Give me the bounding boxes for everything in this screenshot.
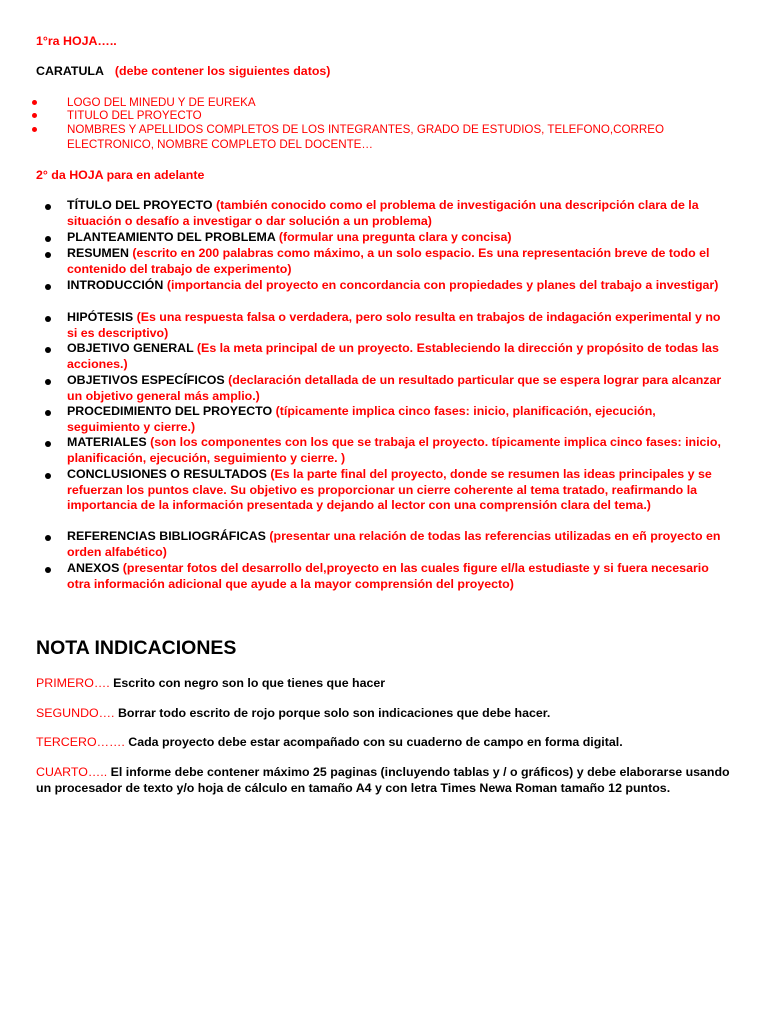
- bullet-icon: [45, 284, 51, 290]
- section-key: OBJETIVO GENERAL: [67, 341, 194, 355]
- section-desc: (Es una respuesta falsa o verdadera, pero solo resulta en trabajos de indagación experimental y no si es descriptivo): [67, 310, 721, 340]
- section-key: OBJETIVOS ESPECÍFICOS: [67, 373, 225, 387]
- nota-title: NOTA INDICACIONES: [36, 637, 237, 659]
- section-item: [67, 561, 732, 592]
- bullet-icon: [45, 252, 51, 258]
- bullet-icon: [45, 473, 51, 479]
- section-desc: (presentar fotos del desarrollo del,proyecto en las cuales figure el/la estudiaste y si fuera necesario otra información adicional que ayude a la mayor comprensión del proyecto): [67, 561, 709, 591]
- section-item: [67, 467, 732, 514]
- bullet-icon: [45, 410, 51, 416]
- section-desc: (declaración detallada de un resultado particular que se espera lograr para alcanzar un objetivo general más amplio.): [67, 373, 722, 403]
- section-desc: (típicamente implica cinco fases: inicio, planificación, ejecución, seguimiento y cierre.): [67, 404, 656, 434]
- second-sheet-heading: 2° da HOJA para en adelante: [36, 168, 205, 182]
- caratula-label: CARATULA: [36, 64, 104, 78]
- caratula-note: (debe contener los siguientes datos): [114, 64, 331, 78]
- section-desc: (son los componentes con los que se trabaja el proyecto. típicamente implica cinco fases: inicio, planificación, ejecución, seguimiento y cierre. ): [67, 435, 721, 465]
- section-item: [67, 230, 732, 246]
- caratula-heading: [36, 64, 330, 79]
- bullet-icon: [45, 347, 51, 353]
- indication-item: [36, 734, 736, 750]
- section-key: PLANTEAMIENTO DEL PROBLEMA: [67, 230, 276, 244]
- section-item: [67, 435, 732, 466]
- indication-item: [36, 675, 736, 691]
- bullet-icon: [45, 316, 51, 322]
- bullet-icon: [45, 567, 51, 573]
- indication-label: SEGUNDO….: [36, 706, 115, 720]
- section-desc: (escrito en 200 palabras como máximo, a un solo espacio. Es una representación breve de todo el contenido del trabajo de experimento): [67, 246, 710, 276]
- bullet-icon: [32, 113, 37, 118]
- section-desc: (presentar una relación de todas las referencias utilizadas en eñ proyecto en orden alfabético): [67, 529, 721, 559]
- section-desc: (Es la meta principal de un proyecto. Estableciendo la dirección y propósito de todas las acciones.): [67, 341, 719, 371]
- section-item: [67, 246, 732, 277]
- indication-item: [36, 764, 736, 796]
- section-item: [67, 198, 732, 229]
- indication-text: El informe debe contener máximo 25 paginas (incluyendo tablas y / o gráficos) y debe elaborarse usando un procesador de texto y/o hoja de cálculo en tamaño A4 y con letra Times Newa Roman tamaño 12 puntos.: [36, 765, 730, 795]
- indication-text: Borrar todo escrito de rojo porque solo son indicaciones que debe hacer.: [117, 706, 551, 720]
- section-key: ANEXOS: [67, 561, 120, 575]
- indication-text: Escrito con negro son lo que tienes que hacer: [113, 676, 386, 690]
- section-desc: (también conocido como el problema de investigación una descripción clara de la situación o desafío a investigar o dar solución a un problema): [67, 198, 699, 228]
- section-key: PROCEDIMIENTO DEL PROYECTO: [67, 404, 273, 418]
- indication-label: CUARTO…..: [36, 765, 108, 779]
- list-item: NOMBRES Y APELLIDOS COMPLETOS DE LOS INTEGRANTES, GRADO DE ESTUDIOS, TELEFONO,CORREO: [67, 123, 664, 136]
- bullet-icon: [32, 127, 37, 132]
- section-item: [67, 529, 732, 560]
- section-key: TÍTULO DEL PROYECTO: [67, 198, 213, 212]
- section-key: REFERENCIAS BIBLIOGRÁFICAS: [67, 529, 266, 543]
- bullet-icon: [32, 100, 37, 105]
- list-item: TITULO DEL PROYECTO: [67, 109, 202, 122]
- section-desc: (formular una pregunta clara y concisa): [278, 230, 512, 244]
- section-item: [67, 278, 732, 294]
- first-sheet-heading: 1°ra HOJA…..: [36, 34, 117, 48]
- section-key: HIPÓTESIS: [67, 310, 134, 324]
- list-item-continuation: ELECTRONICO, NOMBRE COMPLETO DEL DOCENTE…: [67, 138, 373, 151]
- indication-label: PRIMERO….: [36, 676, 110, 690]
- section-desc: (importancia del proyecto en concordancia con propiedades y planes del trabajo a investigar): [166, 278, 719, 292]
- bullet-icon: [45, 204, 51, 210]
- bullet-icon: [45, 236, 51, 242]
- bullet-icon: [45, 379, 51, 385]
- indication-label: TERCERO…….: [36, 735, 125, 749]
- bullet-icon: [45, 441, 51, 447]
- section-item: [67, 373, 732, 404]
- indication-text: Cada proyecto debe estar acompañado con su cuaderno de campo en forma digital.: [128, 735, 623, 749]
- section-key: MATERIALES: [67, 435, 147, 449]
- list-item: LOGO DEL MINEDU Y DE EUREKA: [67, 96, 256, 109]
- bullet-icon: [45, 535, 51, 541]
- section-key: RESUMEN: [67, 246, 129, 260]
- indication-item: [36, 705, 736, 721]
- section-item: [67, 310, 732, 341]
- section-item: [67, 404, 732, 435]
- section-key: CONCLUSIONES O RESULTADOS: [67, 467, 267, 481]
- section-key: INTRODUCCIÓN: [67, 278, 164, 292]
- section-item: [67, 341, 732, 372]
- section-desc: (Es la parte final del proyecto, donde se resumen las ideas principales y se refuerzan los puntos clave. Su objetivo es proporcionar un cierre coherente al tema tratado, reafirmando la importancia de la información presentada y dejando al lector con una comprensión clara del tema.): [67, 467, 712, 513]
